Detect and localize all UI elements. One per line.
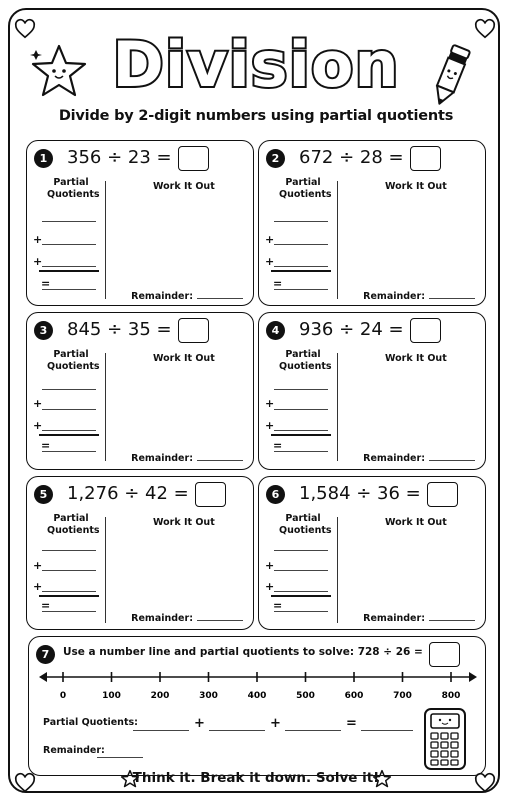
sum-line <box>39 270 99 272</box>
number-line-label: 700 <box>393 691 412 701</box>
divider-line <box>337 181 338 299</box>
smiling-pencil-icon <box>420 40 482 110</box>
work-it-out-label: Work It Out <box>153 353 215 364</box>
problem-expression: 1,584 ÷ 36 = <box>299 483 421 504</box>
partial-quotients-label: Partial Quotients <box>47 513 100 536</box>
problem-number: 1 <box>34 149 53 168</box>
quotient-blank[interactable] <box>42 430 96 431</box>
answer-box[interactable] <box>410 318 441 343</box>
plus-sign: + <box>265 559 275 572</box>
quotient-blank[interactable] <box>42 591 96 592</box>
quotient-blank[interactable] <box>274 550 328 551</box>
sum-blank[interactable] <box>361 730 413 731</box>
smiling-star-icon <box>28 42 90 100</box>
plus-sign: + <box>33 255 43 268</box>
title-text: Division <box>112 28 400 100</box>
quotient-blank[interactable] <box>42 389 96 390</box>
partial-quotients-label: Partial Quotients: <box>43 717 138 728</box>
quotient-blank[interactable] <box>42 570 96 571</box>
equals-sign: = <box>273 599 283 612</box>
divider-line <box>337 517 338 623</box>
equals-sign: = <box>41 277 51 290</box>
remainder-row: Remainder: <box>363 291 475 302</box>
problem-expression: 936 ÷ 24 = <box>299 319 404 340</box>
answer-box[interactable] <box>178 146 209 171</box>
heart-icon <box>474 18 496 40</box>
remainder-label: Remainder: <box>43 745 105 756</box>
plus-sign: + <box>33 233 43 246</box>
problem-number: 3 <box>34 321 53 340</box>
problem-card-5 <box>26 476 254 630</box>
problem-expression: 845 ÷ 35 = <box>67 319 172 340</box>
page-title <box>95 22 417 100</box>
quotient-blank[interactable] <box>42 409 96 410</box>
plus-sign: + <box>265 255 275 268</box>
sum-blank[interactable] <box>42 451 96 452</box>
answer-box[interactable] <box>195 482 226 507</box>
footer-slogan: Think it. Break it down. Solve it! <box>132 770 380 786</box>
number-line-label: 500 <box>296 691 315 701</box>
problem-card-4 <box>258 312 486 470</box>
sum-blank[interactable] <box>274 451 328 452</box>
equals-sign: = <box>41 599 51 612</box>
quotient-blank[interactable] <box>285 730 341 731</box>
quotient-blank[interactable] <box>42 550 96 551</box>
plus-sign: + <box>33 397 43 410</box>
problem-number: 4 <box>266 321 285 340</box>
sum-line <box>39 434 99 436</box>
problem-card-2 <box>258 140 486 306</box>
remainder-blank[interactable] <box>197 620 243 621</box>
calculator-icon <box>423 707 467 771</box>
quotient-blank[interactable] <box>274 244 328 245</box>
problem-number: 7 <box>36 645 55 664</box>
heart-icon <box>14 18 36 40</box>
sum-blank[interactable] <box>274 611 328 612</box>
remainder-blank[interactable] <box>429 460 475 461</box>
plus-sign: + <box>33 419 43 432</box>
number-line-label: 400 <box>247 691 267 701</box>
partial-quotients-label: Partial Quotients <box>279 349 332 372</box>
problem-number: 5 <box>34 485 53 504</box>
problem-card-6 <box>258 476 486 630</box>
equals-sign: = <box>346 716 357 731</box>
sum-line <box>271 595 331 597</box>
plus-sign: + <box>265 397 275 410</box>
sum-blank[interactable] <box>274 289 328 290</box>
plus-sign: + <box>33 580 43 593</box>
answer-box[interactable] <box>178 318 209 343</box>
quotient-blank[interactable] <box>274 389 328 390</box>
quotient-blank[interactable] <box>209 730 265 731</box>
plus-sign: + <box>265 233 275 246</box>
equals-sign: = <box>273 439 283 452</box>
plus-sign: + <box>265 580 275 593</box>
quotient-blank[interactable] <box>274 430 328 431</box>
remainder-row: Remainder: <box>131 453 243 464</box>
sum-line <box>39 595 99 597</box>
problem-number: 2 <box>266 149 285 168</box>
quotient-blank[interactable] <box>274 266 328 267</box>
answer-box[interactable] <box>429 642 460 667</box>
remainder-blank[interactable] <box>197 460 243 461</box>
partial-quotients-label: Partial Quotients <box>47 349 100 372</box>
number-line-label: 300 <box>199 691 218 701</box>
remainder-row: Remainder: <box>363 613 475 624</box>
quotient-blank[interactable] <box>42 221 96 222</box>
plus-sign: + <box>194 716 205 731</box>
problem-card-1 <box>26 140 254 306</box>
work-it-out-label: Work It Out <box>385 517 447 528</box>
remainder-blank[interactable] <box>197 298 243 299</box>
sum-blank[interactable] <box>42 611 96 612</box>
plus-sign: + <box>265 419 275 432</box>
partial-quotients-label: Partial Quotients <box>279 513 332 536</box>
equals-sign: = <box>41 439 51 452</box>
answer-box[interactable] <box>410 146 441 171</box>
sum-line <box>271 434 331 436</box>
remainder-blank[interactable] <box>429 298 475 299</box>
divider-line <box>105 517 106 623</box>
problem-expression: 672 ÷ 28 = <box>299 147 404 168</box>
remainder-row: Remainder: <box>131 613 243 624</box>
answer-box[interactable] <box>427 482 458 507</box>
problem-instruction: Use a number line and partial quotients to solve: 728 ÷ 26 = <box>63 646 423 658</box>
divider-line <box>105 181 106 299</box>
work-it-out-label: Work It Out <box>385 181 447 192</box>
number-line-label: 600 <box>344 691 364 701</box>
problem-expression: 356 ÷ 23 = <box>67 147 172 168</box>
divider-line <box>337 353 338 461</box>
number-line-label: 0 <box>59 691 67 701</box>
quotient-blank[interactable] <box>42 244 96 245</box>
sum-line <box>271 270 331 272</box>
problem-card-7 <box>28 636 486 776</box>
problem-card-3 <box>26 312 254 470</box>
number-line-label: 100 <box>102 691 121 701</box>
work-it-out-label: Work It Out <box>153 181 215 192</box>
partial-quotients-label: Partial Quotients <box>47 177 100 200</box>
problem-number: 6 <box>266 485 285 504</box>
quotient-blank[interactable] <box>274 221 328 222</box>
star-icon <box>372 769 392 789</box>
problem-expression: 1,276 ÷ 42 = <box>67 483 189 504</box>
divider-line <box>105 353 106 461</box>
quotient-blank[interactable] <box>274 591 328 592</box>
partial-quotients-label: Partial Quotients <box>279 177 332 200</box>
sum-blank[interactable] <box>42 289 96 290</box>
number-line-label: 800 <box>441 691 461 701</box>
number-line-label: 200 <box>150 691 170 701</box>
remainder-blank[interactable] <box>429 620 475 621</box>
plus-sign: + <box>270 716 281 731</box>
remainder-row: Remainder: <box>363 453 475 464</box>
quotient-blank[interactable] <box>133 730 189 731</box>
quotient-blank[interactable] <box>274 570 328 571</box>
quotient-blank[interactable] <box>42 266 96 267</box>
work-it-out-label: Work It Out <box>385 353 447 364</box>
work-it-out-label: Work It Out <box>153 517 215 528</box>
remainder-blank[interactable] <box>97 757 143 758</box>
quotient-blank[interactable] <box>274 409 328 410</box>
remainder-row: Remainder: <box>131 291 243 302</box>
subtitle: Divide by 2-digit numbers using partial quotients <box>58 108 454 124</box>
number-line <box>39 667 477 703</box>
plus-sign: + <box>33 559 43 572</box>
equals-sign: = <box>273 277 283 290</box>
